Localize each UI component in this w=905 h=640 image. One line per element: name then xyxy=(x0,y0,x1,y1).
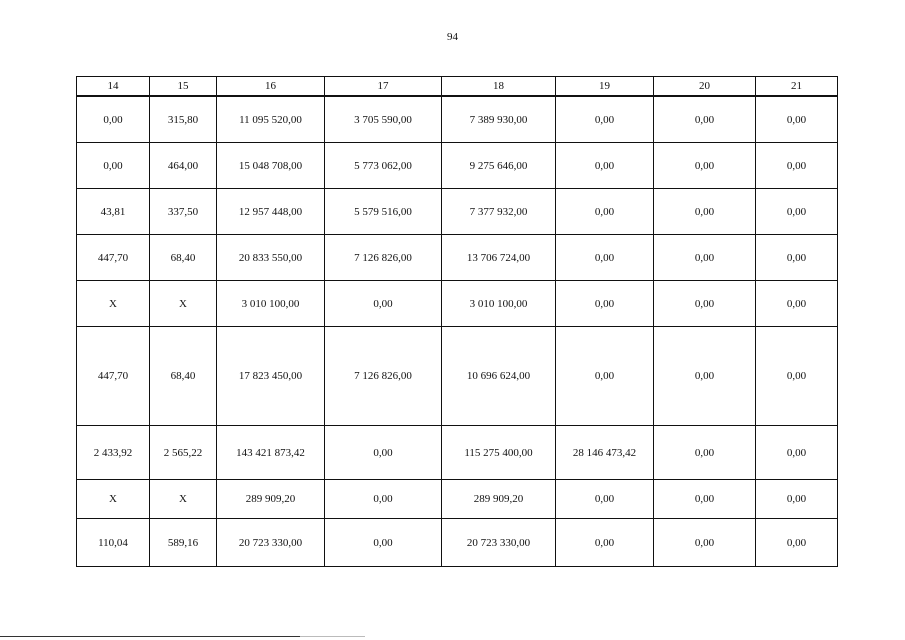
table-row xyxy=(77,96,838,143)
table-cell: 0,00 xyxy=(756,96,838,143)
column-header: 18 xyxy=(442,77,556,97)
table-cell: 0,00 xyxy=(556,96,654,143)
table-cell: 115 275 400,00 xyxy=(442,426,556,480)
table-cell: 0,00 xyxy=(325,480,442,519)
table-cell: 0,00 xyxy=(654,480,756,519)
column-header: 19 xyxy=(556,77,654,97)
column-header: 15 xyxy=(150,77,217,97)
column-header: 21 xyxy=(756,77,838,97)
table-cell: 110,04 xyxy=(77,519,150,567)
table-cell: 0,00 xyxy=(654,235,756,281)
table-cell: 0,00 xyxy=(556,519,654,567)
table-cell: 0,00 xyxy=(654,189,756,235)
table-cell: 43,81 xyxy=(77,189,150,235)
table-cell: 589,16 xyxy=(150,519,217,567)
table-cell: 11 095 520,00 xyxy=(217,96,325,143)
table-cell: 0,00 xyxy=(325,281,442,327)
table-cell: 3 010 100,00 xyxy=(442,281,556,327)
table-row xyxy=(77,189,838,235)
table-cell: 0,00 xyxy=(756,480,838,519)
table-cell: 0,00 xyxy=(77,143,150,189)
table-cell: 0,00 xyxy=(654,281,756,327)
table-cell: 447,70 xyxy=(77,235,150,281)
table-cell: 0,00 xyxy=(325,519,442,567)
table-cell: 143 421 873,42 xyxy=(217,426,325,480)
table-cell: 0,00 xyxy=(756,235,838,281)
table-cell: 3 010 100,00 xyxy=(217,281,325,327)
table-row xyxy=(77,327,838,426)
header-row xyxy=(77,77,838,97)
table-row xyxy=(77,235,838,281)
column-header: 17 xyxy=(325,77,442,97)
data-table-container xyxy=(76,76,837,567)
table-cell: 0,00 xyxy=(756,426,838,480)
table-cell: 289 909,20 xyxy=(442,480,556,519)
table-cell: 0,00 xyxy=(556,235,654,281)
table-cell: 337,50 xyxy=(150,189,217,235)
table-cell: 0,00 xyxy=(556,143,654,189)
footer-rule xyxy=(0,636,300,637)
table-cell: X xyxy=(150,480,217,519)
table-cell: X xyxy=(77,281,150,327)
table-cell: 20 833 550,00 xyxy=(217,235,325,281)
table-cell: 5 773 062,00 xyxy=(325,143,442,189)
column-header: 14 xyxy=(77,77,150,97)
table-cell: 0,00 xyxy=(756,327,838,426)
table-cell: 0,00 xyxy=(325,426,442,480)
table-cell: X xyxy=(150,281,217,327)
table-row xyxy=(77,480,838,519)
table-cell: 7 389 930,00 xyxy=(442,96,556,143)
table-row xyxy=(77,281,838,327)
table-cell: 28 146 473,42 xyxy=(556,426,654,480)
table-row xyxy=(77,519,838,567)
table-cell: 0,00 xyxy=(756,143,838,189)
table-cell: 20 723 330,00 xyxy=(442,519,556,567)
table-cell: 13 706 724,00 xyxy=(442,235,556,281)
column-header: 20 xyxy=(654,77,756,97)
table-cell: X xyxy=(77,480,150,519)
table-cell: 3 705 590,00 xyxy=(325,96,442,143)
footer-rule-faint xyxy=(300,636,365,637)
table-cell: 0,00 xyxy=(654,426,756,480)
table-cell: 0,00 xyxy=(756,519,838,567)
table-cell: 10 696 624,00 xyxy=(442,327,556,426)
table-cell: 0,00 xyxy=(654,327,756,426)
table-cell: 0,00 xyxy=(556,327,654,426)
table-cell: 15 048 708,00 xyxy=(217,143,325,189)
table-cell: 7 377 932,00 xyxy=(442,189,556,235)
table-cell: 0,00 xyxy=(756,281,838,327)
column-header: 16 xyxy=(217,77,325,97)
page-number: 94 xyxy=(447,31,458,43)
table-cell: 0,00 xyxy=(556,281,654,327)
table-cell: 68,40 xyxy=(150,327,217,426)
table-cell: 0,00 xyxy=(556,480,654,519)
table-cell: 7 126 826,00 xyxy=(325,327,442,426)
table-cell: 12 957 448,00 xyxy=(217,189,325,235)
table-cell: 289 909,20 xyxy=(217,480,325,519)
table-cell: 17 823 450,00 xyxy=(217,327,325,426)
table-cell: 0,00 xyxy=(556,189,654,235)
table-cell: 20 723 330,00 xyxy=(217,519,325,567)
table-cell: 68,40 xyxy=(150,235,217,281)
table-cell: 9 275 646,00 xyxy=(442,143,556,189)
table-cell: 447,70 xyxy=(77,327,150,426)
table-cell: 0,00 xyxy=(654,96,756,143)
data-table xyxy=(76,76,838,567)
table-cell: 0,00 xyxy=(77,96,150,143)
table-cell: 0,00 xyxy=(654,143,756,189)
table-row xyxy=(77,426,838,480)
table-cell: 464,00 xyxy=(150,143,217,189)
table-row xyxy=(77,143,838,189)
table-cell: 5 579 516,00 xyxy=(325,189,442,235)
table-cell: 7 126 826,00 xyxy=(325,235,442,281)
table-cell: 0,00 xyxy=(756,189,838,235)
table-cell: 315,80 xyxy=(150,96,217,143)
table-cell: 2 433,92 xyxy=(77,426,150,480)
table-cell: 0,00 xyxy=(654,519,756,567)
table-cell: 2 565,22 xyxy=(150,426,217,480)
